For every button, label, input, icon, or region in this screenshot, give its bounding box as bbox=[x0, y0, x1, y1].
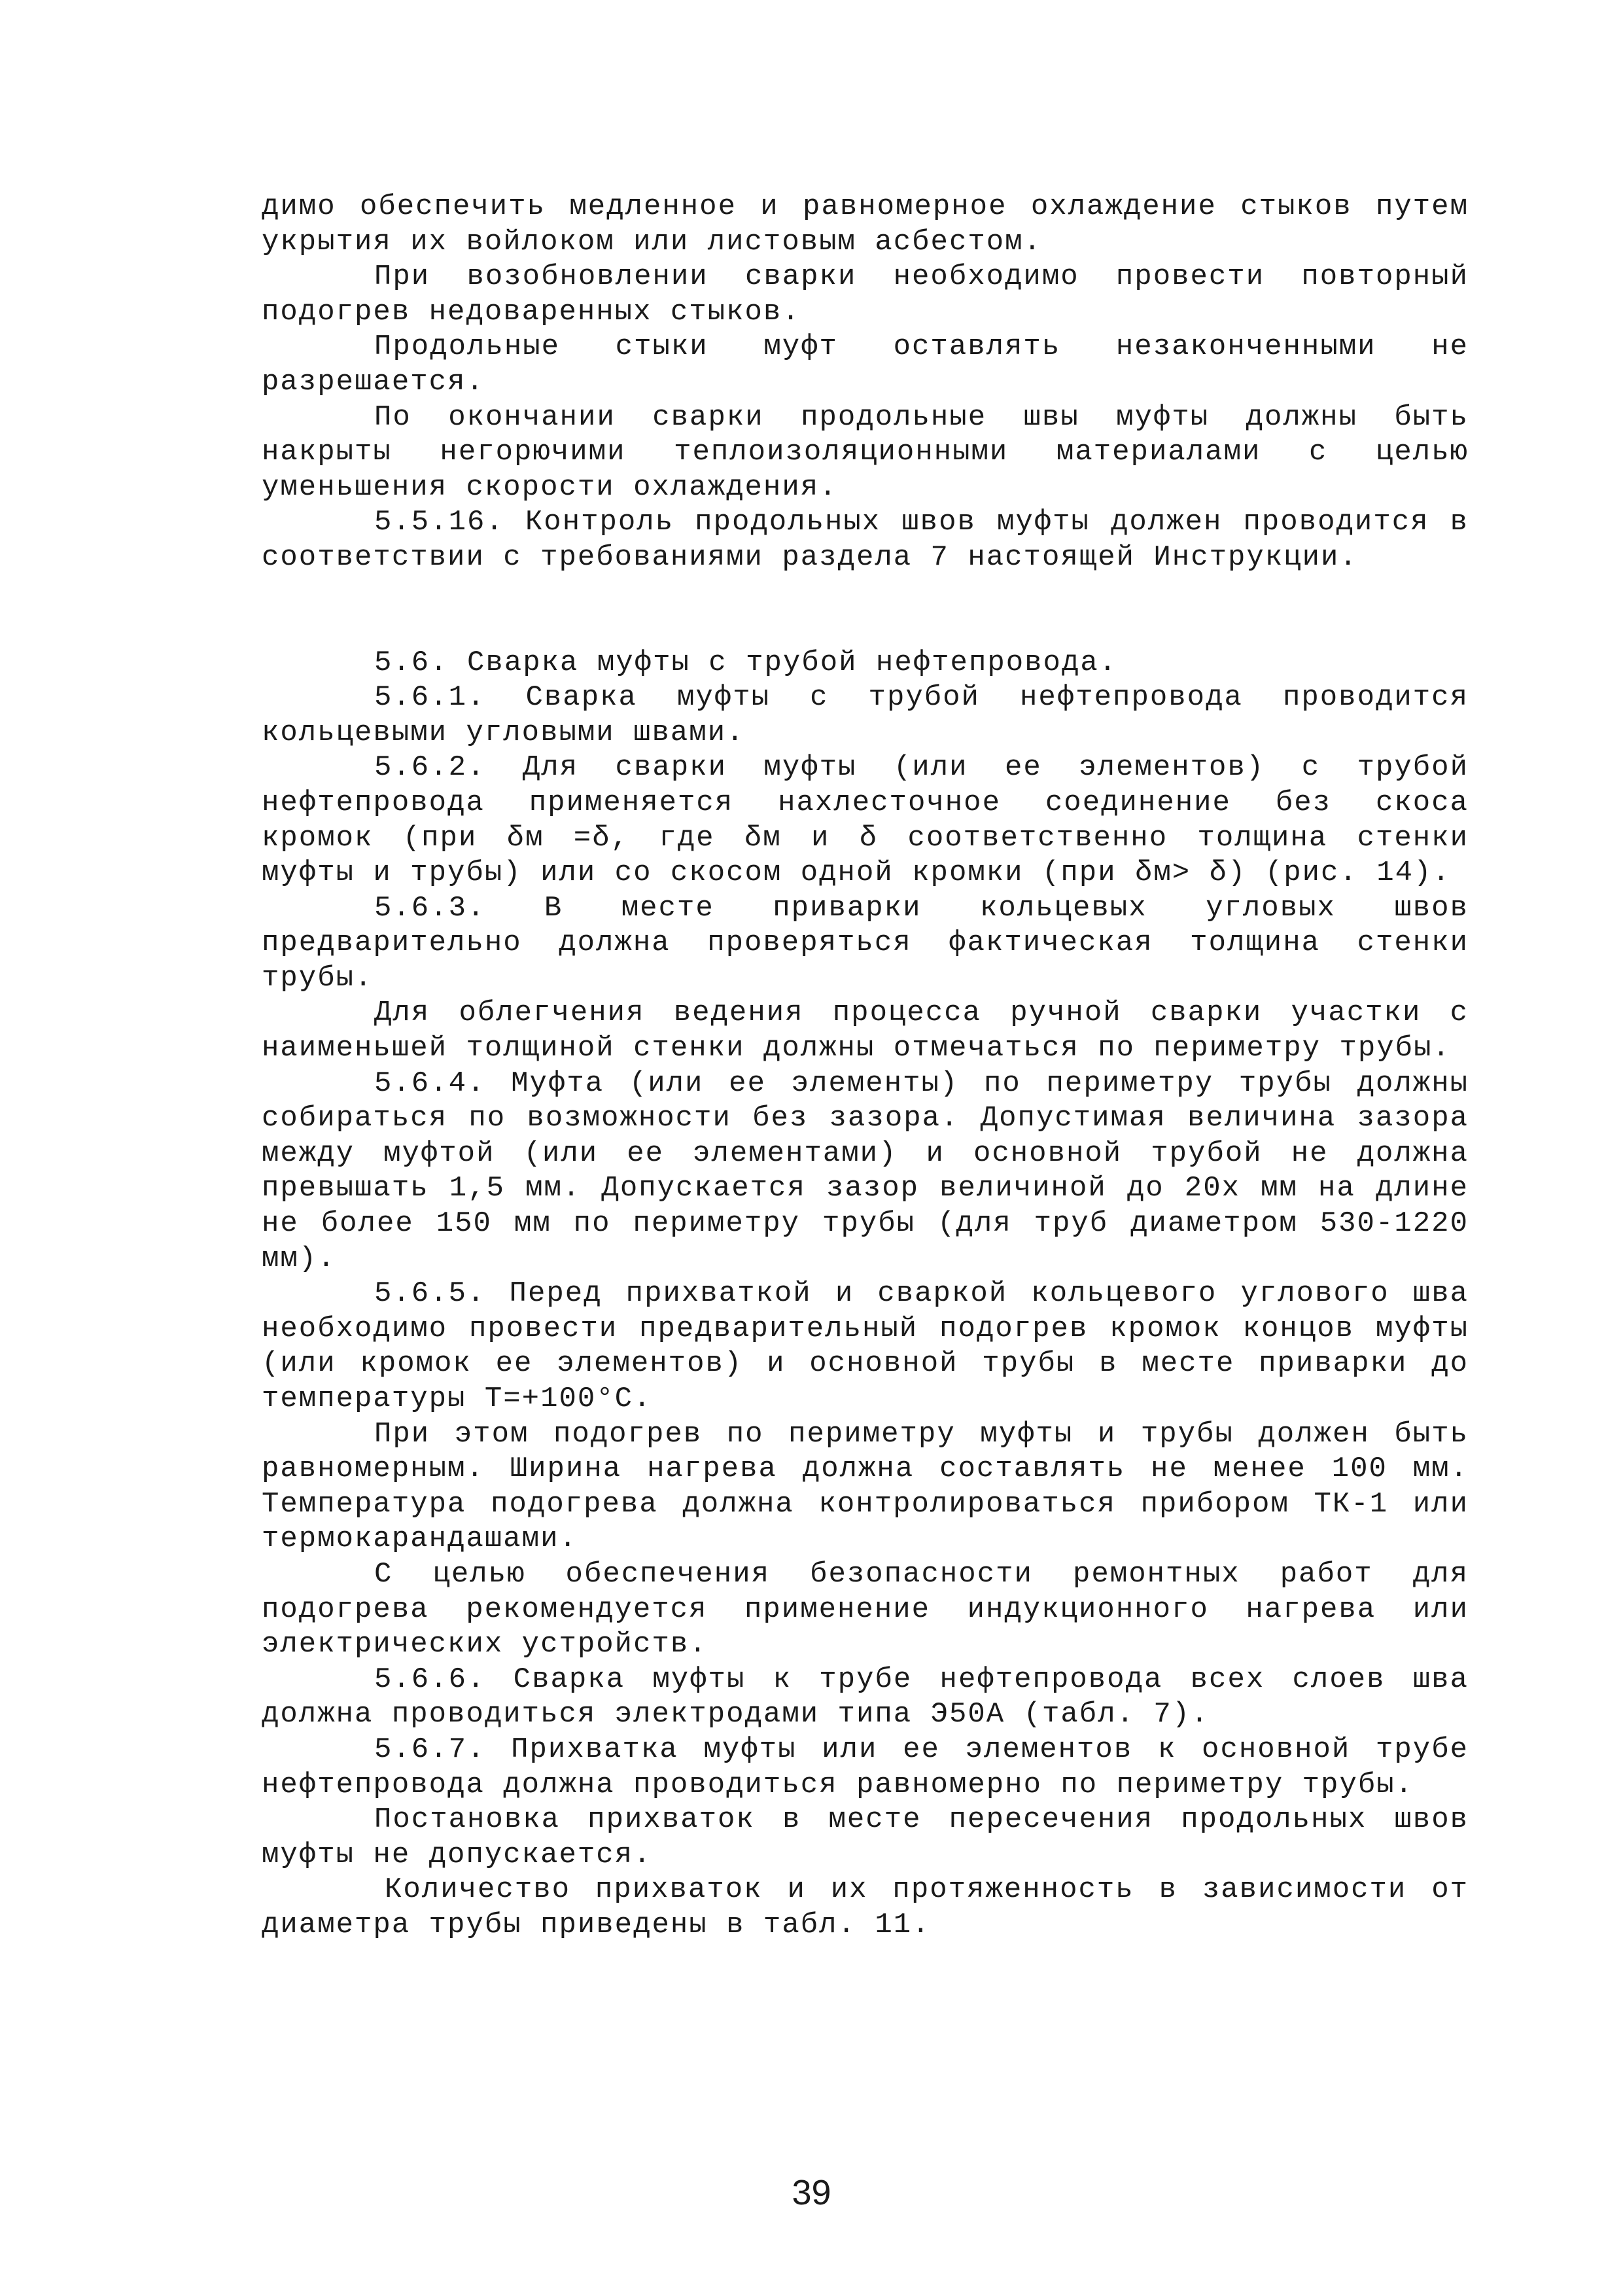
paragraph-5-6-2: 5.6.2. Для сварки муфты (или ее элементов) с трубой нефтепровода применяется нахлесточное соединение без скоса кромок (при δм =δ, где δм и δ соответственно толщина стенки муфты и трубы) или со скосом одной кромки (при δм> δ) (рис. 14). bbox=[262, 751, 1469, 890]
page-number: 39 bbox=[792, 2173, 831, 2212]
paragraph-longitudinal-joints: Продольные стыки муфт оставлять незаконченными не разрешается. bbox=[262, 330, 1469, 398]
paragraph-resume-welding: При возобновлении сварки необходимо провести повторный подогрев недоваренных стыков. bbox=[262, 260, 1469, 328]
document-body bbox=[262, 190, 1469, 1943]
paragraph-continuation: димо обеспечить медленное и равномерное охлаждение стыков путем укрытия их войлоком или листовым асбестом. bbox=[262, 190, 1469, 258]
section-heading-5-6: 5.6. Сварка муфты с трубой нефтепровода. bbox=[374, 646, 1118, 679]
paragraph-5-6-1: 5.6.1. Сварка муфты с трубой нефтепровода проводится кольцевыми угловыми швами. bbox=[262, 681, 1469, 749]
paragraph-uniform-heating: При этом подогрев по периметру муфты и трубы должен быть равномерным. Ширина нагрева должна составлять не менее 100 мм. Температура подогрева должна контролироваться прибором ТК-1 или термокарандашами. bbox=[262, 1417, 1469, 1556]
paragraph-5-6-4: 5.6.4. Муфта (или ее элементы) по периметру трубы должны собираться по возможности без зазора. Допустимая величина зазора между муфтой (или ее элементами) и основной трубой не должна превышать 1,5 мм. Допускается зазор величиной до 20х мм на длине не более 150 мм по периметру трубы (для труб диаметром 530-1220 мм). bbox=[262, 1067, 1469, 1275]
paragraph-cover-seams: По окончании сварки продольные швы муфты должны быть накрыты негорючими теплоизоляционными материалами с целью уменьшения скорости охлаждения. bbox=[262, 400, 1469, 504]
paragraph-safety-heating: С целью обеспечения безопасности ремонтных работ для подогрева рекомендуется применение индукционного нагрева или электрических устройств. bbox=[262, 1557, 1469, 1661]
paragraph-5-6-7: 5.6.7. Прихватка муфты или ее элементов к основной трубе нефтепровода должна проводиться равномерно по периметру трубы. bbox=[262, 1733, 1469, 1801]
paragraph-5-5-16: 5.5.16. Контроль продольных швов муфты должен проводится в соответствии с требованиями раздела 7 настоящей Инструкции. bbox=[262, 506, 1469, 574]
paragraph-5-6-6: 5.6.6. Сварка муфты к трубе нефтепровода всех слоев шва должна проводиться электродами типа Э50А (табл. 7). bbox=[262, 1663, 1469, 1731]
paragraph-thin-wall-marking: Для облегчения ведения процесса ручной сварки участки с наименьшей толщиной стенки должны отмечаться по периметру трубы. bbox=[262, 997, 1469, 1065]
paragraph-5-6-5: 5.6.5. Перед прихваткой и сваркой кольцевого углового шва необходимо провести предварительный подогрев кромок концов муфты (или кромок ее элементов) и основной трубы в месте приварки до температуры Т=+100°С. bbox=[262, 1277, 1469, 1415]
paragraph-tack-placement: Постановка прихваток в месте пересечения продольных швов муфты не допускается. bbox=[262, 1803, 1469, 1871]
paragraph-tack-quantity: Количество прихваток и их протяженность в зависимости от диаметра трубы приведены в табл. 11. bbox=[262, 1873, 1469, 1941]
paragraph-5-6-3: 5.6.3. В месте приварки кольцевых угловых швов предварительно должна проверяться фактическая толщина стенки трубы. bbox=[262, 891, 1469, 995]
